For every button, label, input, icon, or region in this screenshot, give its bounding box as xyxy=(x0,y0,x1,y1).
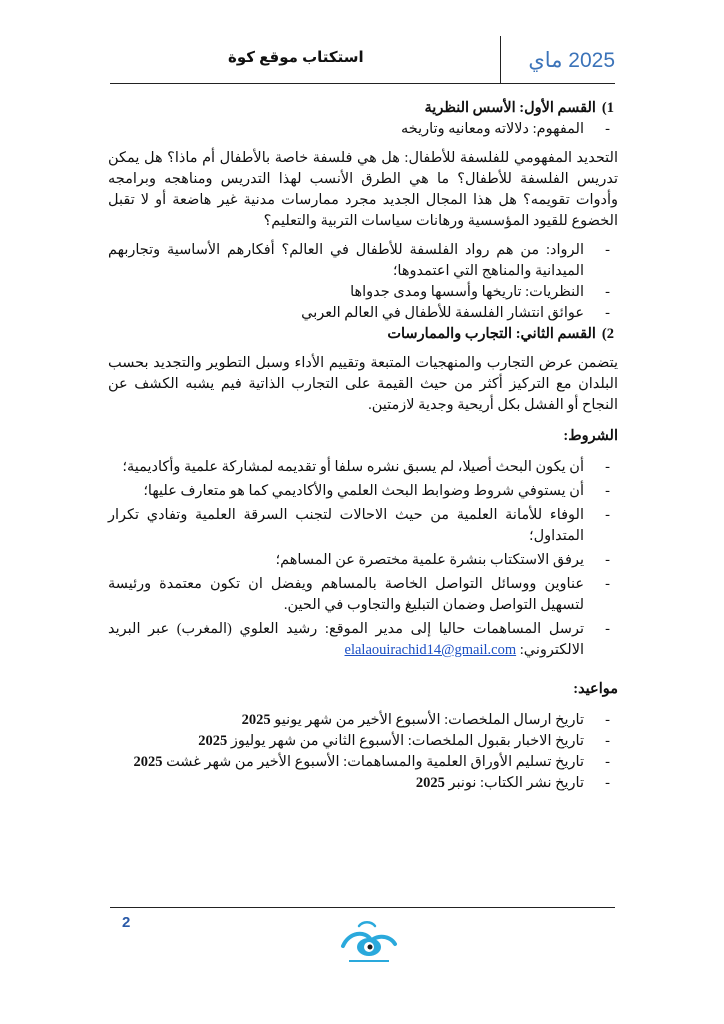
date-year: 2025 xyxy=(133,754,163,770)
date-label: تاريخ ارسال الملخصات: الأسبوع الأخير من شهر يونيو xyxy=(274,712,584,728)
date-year: 2025 xyxy=(241,712,271,728)
section1-title: القسم الأول: الأسس النظرية xyxy=(424,100,596,116)
contact-item xyxy=(108,619,618,661)
list-item: - يرفق الاستكتاب بنشرة علمية مختصرة عن المساهم؛ xyxy=(108,550,618,571)
list-item: - المفهوم: دلالاته ومعانيه وتاريخه xyxy=(108,119,618,140)
list-item: - الوفاء للأمانة العلمية من حيث الاحالات لتجنب السرقة العلمية وتفادي تكرار المتداول؛ xyxy=(108,505,618,547)
list-item: - النظريات: تاريخها وأسسها ومدى جدواها xyxy=(108,282,618,303)
section1-list xyxy=(108,119,618,140)
date-year: 2025 xyxy=(198,733,228,749)
dates-list xyxy=(108,710,618,794)
header-rule xyxy=(110,83,615,84)
section1-heading xyxy=(108,98,618,119)
section1-number: 1) xyxy=(601,100,614,116)
section2-title: القسم الثاني: التجارب والممارسات xyxy=(387,326,596,342)
date-year: 2025 xyxy=(415,775,445,791)
section2-heading xyxy=(108,324,618,345)
section2-number: 2) xyxy=(601,326,614,342)
dates-heading: مواعيد: xyxy=(573,681,618,697)
header-divider xyxy=(500,36,501,84)
list-item: - عناوين ووسائل التواصل الخاصة بالمساهم ويفضل ان تكون معتمدة ورئيسة لتسهيل التواصل وضمان التبليغ والتجاوب في الحين. xyxy=(108,574,618,616)
section1-list2 xyxy=(108,240,618,324)
email-link[interactable]: elalaouirachid14@gmail.com xyxy=(344,642,517,658)
footer-rule xyxy=(110,907,615,908)
list-item: - أن يكون البحث أصيلا، لم يسبق نشره سلفا أو تقديمه لمشاركة علمية وأكاديمية؛ xyxy=(108,457,618,478)
list-item xyxy=(108,752,618,773)
conditions-heading: الشروط: xyxy=(563,428,618,444)
page-header xyxy=(110,36,615,84)
list-item xyxy=(108,773,618,794)
list-item xyxy=(108,710,618,731)
kuwwa-logo-icon xyxy=(337,918,401,968)
date-label: تاريخ نشر الكتاب: نونبر xyxy=(448,775,584,791)
conditions-list xyxy=(108,457,618,661)
list-item: - عوائق انتشار الفلسفة للأطفال في العالم العربي xyxy=(108,303,618,324)
list-item: - الرواد: من هم رواد الفلسفة للأطفال في العالم؟ أفكارهم الأساسية وتجاربهم الميدانية والمناهج التي اعتمدوها؛ xyxy=(108,240,618,282)
date-label: تاريخ تسليم الأوراق العلمية والمساهمات: الأسبوع الأخير من شهر غشت xyxy=(166,754,584,770)
section2-paragraph: يتضمن عرض التجارب والمنهجيات المتبعة وتقييم الأداء وسبل التطوير والتجديد بحسب البلدان مع التركيز أكثر من حيث القيمة على التجارب الذاتية فيم يشبه الكشف عن النجاح أو الفشل بكل أريحية وجدية لازمتين. xyxy=(108,355,618,413)
list-item xyxy=(108,731,618,752)
contact-text: ترسل المساهمات حاليا إلى مدير الموقع: رشيد العلوي (المغرب) عبر البريد الالكتروني: xyxy=(108,621,584,658)
header-date: 2025 ماي xyxy=(528,49,615,72)
header-title: استكتاب موقع كوة xyxy=(228,49,364,66)
list-item: - أن يستوفي شروط وضوابط البحث العلمي والأكاديمي كما هو متعارف عليها؛ xyxy=(108,481,618,502)
page-number: 2 xyxy=(122,914,131,931)
document-body xyxy=(108,98,618,794)
section1-paragraph: التحديد المفهومي للفلسفة للأطفال: هل هي فلسفة خاصة بالأطفال أم ماذا؟ هل يمكن تدريس الفلسفة للأطفال؟ ما هي الطرق الأنسب لهذا التدريس ومناهجه وبرامجه وأدوات تقويمه؟ هل هذا المجال الجديد مجرد ممارسات مدنية غير هاضعة أو لا تقبل الخضوع للقيود المؤسسية ورهانات سياسات التربية والتعليم؟ xyxy=(108,150,618,229)
date-label: تاريخ الاخبار بقبول الملخصات: الأسبوع الثاني من شهر يوليوز xyxy=(230,733,584,749)
